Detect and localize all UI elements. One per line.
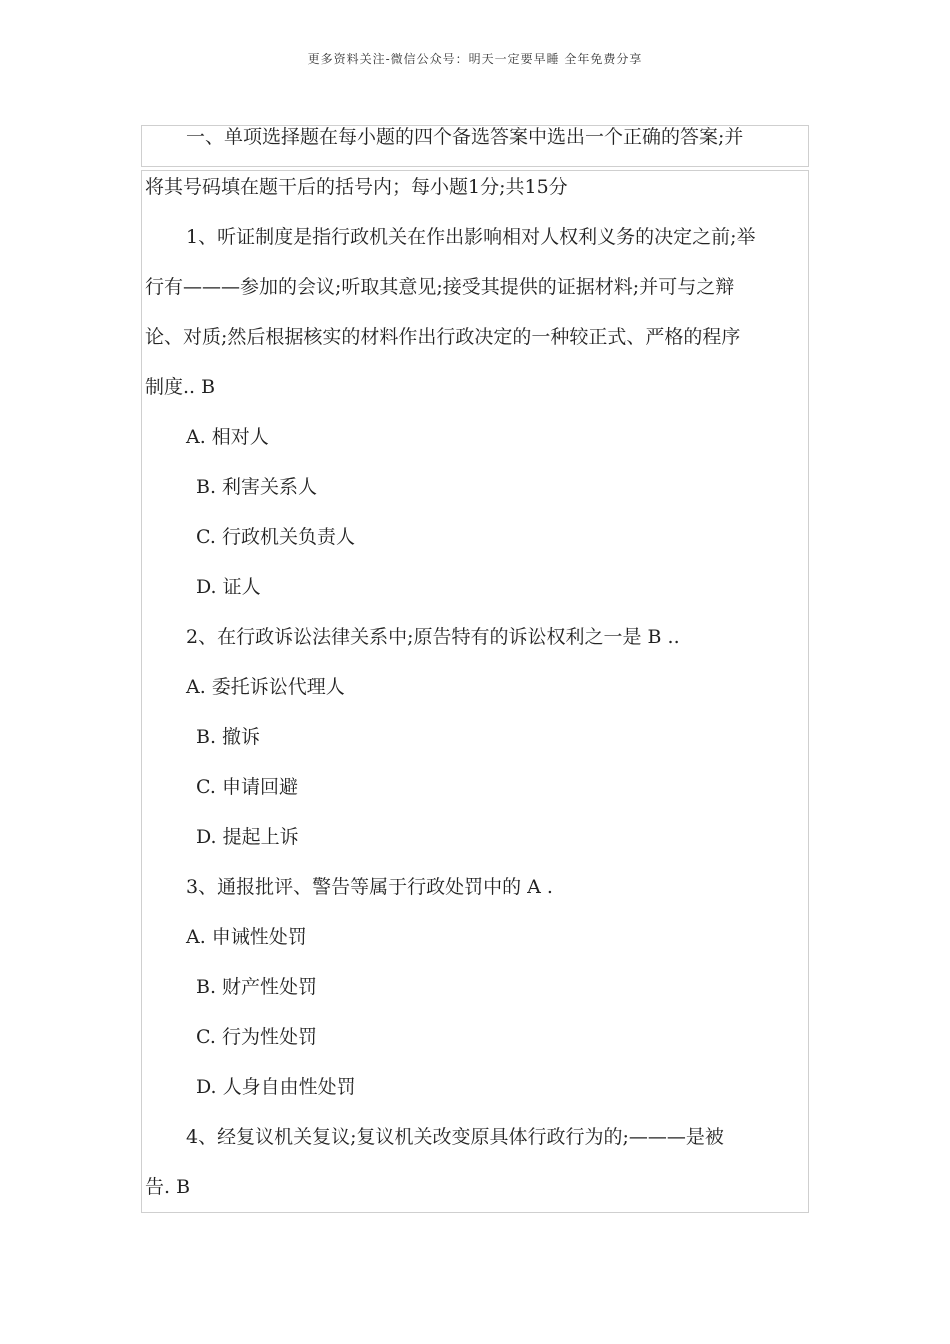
document-line: B. 利害关系人 — [196, 476, 318, 498]
document-line: 4、经复议机关复议;复议机关改变原具体行政行为的;———是被 — [186, 1126, 724, 1148]
document-line: C. 申请回避 — [196, 776, 298, 798]
section-title: 一、单项选择题在每小题的四个备选答案中选出一个正确的答案;并 — [186, 126, 744, 148]
document-line: 告. B — [145, 1176, 191, 1198]
document-line: 1、听证制度是指行政机关在作出影响相对人权利义务的决定之前;举 — [186, 226, 756, 248]
page-header: 更多资料关注-微信公众号：明天一定要早睡 全年免费分享 — [307, 52, 643, 66]
document-line: 行有———参加的会议;听取其意见;接受其提供的证据材料;并可与之辩 — [145, 276, 735, 298]
document-line: C. 行政机关负责人 — [196, 526, 355, 548]
document-line: 3、通报批评、警告等属于行政处罚中的 A . — [186, 876, 553, 898]
document-line: A. 申诫性处罚 — [186, 926, 307, 948]
document-line: D. 提起上诉 — [196, 826, 299, 848]
document-line: D. 证人 — [196, 576, 261, 598]
document-line: A. 相对人 — [186, 426, 269, 448]
document-line: 2、在行政诉讼法律关系中;原告特有的诉讼权利之一是 B .. — [186, 626, 680, 648]
document-line: 制度.. B — [145, 376, 216, 398]
document-line: C. 行为性处罚 — [196, 1026, 317, 1048]
document-line: 将其号码填在题干后的括号内；每小题1分;共15分 — [145, 176, 568, 198]
document-line: D. 人身自由性处罚 — [196, 1076, 356, 1098]
document-line: B. 财产性处罚 — [196, 976, 318, 998]
document-line: 论、对质;然后根据核实的材料作出行政决定的一种较正式、严格的程序 — [145, 326, 741, 348]
document-line: B. 撤诉 — [196, 726, 261, 748]
question-body — [0, 162, 950, 1212]
document-line: A. 委托诉讼代理人 — [186, 676, 345, 698]
